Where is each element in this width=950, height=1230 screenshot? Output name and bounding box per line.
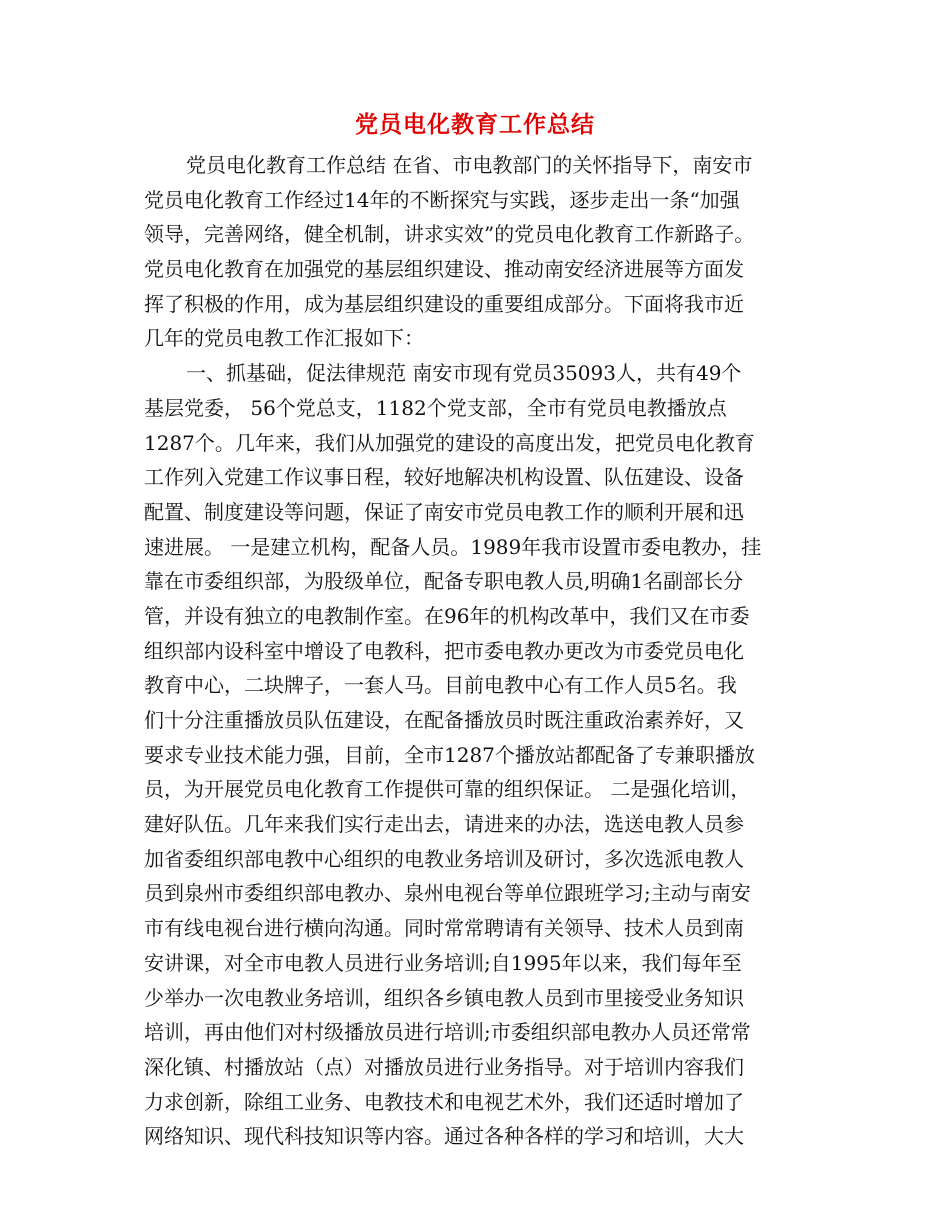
text-line: 一、抓基础，促法律规范 南安市现有党员35093人，共有49个 xyxy=(186,361,742,386)
text-line: 工作列入党建工作议事日程，较好地解决机构设置、队伍建设、设备 xyxy=(144,465,744,490)
text-line: 挥了积极的作用，成为基层组织建设的重要组成部分。下面将我市近 xyxy=(144,291,744,316)
text-line: 靠在市委组织部，为股级单位，配备专职电教人员,明确1名副部长分 xyxy=(144,569,744,594)
text-line: 配置、制度建设等问题，保证了南安市党员电教工作的顺利开展和迅 xyxy=(144,499,744,524)
text-line: 少举办一次电教业务培训，组织各乡镇电教人员到市里接受业务知识 xyxy=(144,985,744,1010)
text-line: 加省委组织部电教中心组织的电教业务培训及研讨，多次选派电教人 xyxy=(144,846,744,871)
text-line: 网络知识、现代科技知识等内容。通过各种各样的学习和培训，大大 xyxy=(144,1124,744,1149)
text-line: 教育中心，二块牌子，一套人马。目前电教中心有工作人员5名。我 xyxy=(144,673,737,698)
text-line: 建好队伍。几年来我们实行走出去，请进来的办法，选送电教人员参 xyxy=(144,812,744,837)
text-line: 速进展。 一是建立机构，配备人员。1989年我市设置市委电教办，挂 xyxy=(144,534,762,559)
text-line: 党员电化教育在加强党的基层组织建设、推动南安经济进展等方面发 xyxy=(144,257,744,282)
text-line: 深化镇、村播放站（点）对播放员进行业务指导。对于培训内容我们 xyxy=(144,1054,744,1079)
text-line: 安讲课，对全市电教人员进行业务培训;自1995年以来，我们每年至 xyxy=(144,950,742,975)
text-line: 员，为开展党员电化教育工作提供可靠的组织保证。 二是强化培训， xyxy=(144,777,751,802)
text-line: 党员电化教育工作经过14年的不断探究与实践，逐步走出一条“加强 xyxy=(144,187,740,212)
text-line: 领导，完善网络，健全机制，讲求实效”的党员电化教育工作新路子。 xyxy=(144,222,755,247)
text-line: 1287个。几年来，我们从加强党的建设的高度出发，把党员电化教育 xyxy=(144,430,755,455)
text-line: 几年的党员电教工作汇报如下： xyxy=(144,326,424,351)
document-body xyxy=(144,148,804,1154)
text-line: 市有线电视台进行横向沟通。同时常常聘请有关领导、技术人员到南 xyxy=(144,916,744,941)
text-line: 们十分注重播放员队伍建设，在配备播放员时既注重政治素养好，又 xyxy=(144,708,744,732)
text-line: 管，并设有独立的电教制作室。在96年的机构改革中，我们又在市委 xyxy=(144,603,750,628)
page-title: 党员电化教育工作总结 xyxy=(355,111,595,138)
text-line: 党员电化教育工作总结 在省、市电教部门的关怀指导下，南安市 xyxy=(186,153,753,177)
text-line: 力求创新，除组工业务、电教技术和电视艺术外，我们还适时增加了 xyxy=(144,1089,744,1114)
text-line: 员到泉州市委组织部电教办、泉州电视台等单位跟班学习;主动与南安 xyxy=(144,881,751,906)
text-line: 组织部内设科室中增设了电教科，把市委电教办更改为市委党员电化 xyxy=(144,638,744,663)
text-line: 基层党委， 56个党总支，1182个党支部，全市有党员电教播放点 xyxy=(144,395,727,420)
text-line: 要求专业技术能力强，目前，全市1287个播放站都配备了专兼职播放 xyxy=(144,742,755,767)
text-line: 培训，再由他们对村级播放员进行培训;市委组织部电教办人员还常常 xyxy=(144,1020,751,1045)
